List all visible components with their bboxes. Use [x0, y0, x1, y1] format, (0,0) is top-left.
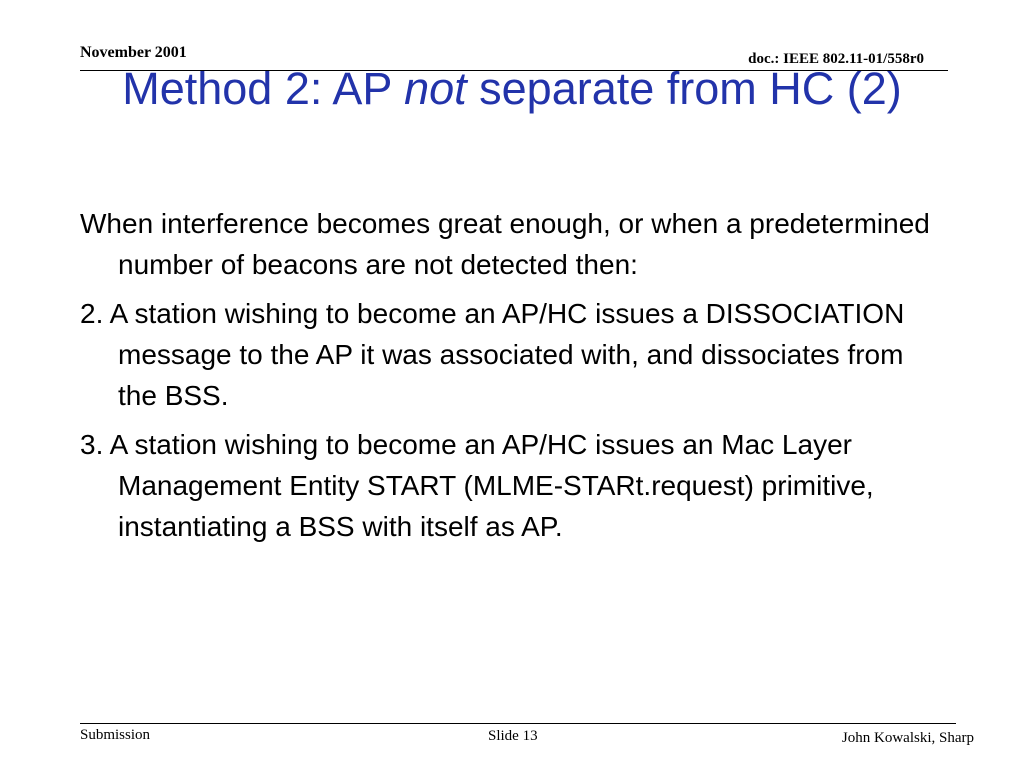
title-emphasis: not — [404, 63, 467, 114]
body-paragraph-step-3: 3. A station wishing to become an AP/HC issues an Mac Layer Management Entity START (MLME-STARt.request) primitive, instantiating a BSS with itself as AP. — [80, 429, 874, 542]
slide-body — [80, 203, 940, 555]
footer-divider — [80, 723, 956, 724]
header-doc-id: doc.: IEEE 802.11-01/558r0 — [748, 51, 924, 67]
title-part-2: separate from HC (2) — [466, 63, 902, 114]
body-paragraph-step-2: 2. A station wishing to become an AP/HC issues a DISSOCIATION message to the AP it was associated with, and dissociates from the BSS. — [80, 298, 905, 411]
slide-title — [72, 62, 952, 116]
footer-author: John Kowalski, Sharp — [841, 730, 974, 746]
footer-slide-number: Slide 13 — [488, 728, 538, 744]
body-paragraph-intro: When interference becomes great enough, or when a predetermined number of beacons are not detected then: — [80, 208, 930, 280]
footer-submission: Submission — [80, 727, 151, 743]
header-date: November 2001 — [80, 44, 187, 61]
title-part-1: Method 2: AP — [122, 63, 405, 114]
